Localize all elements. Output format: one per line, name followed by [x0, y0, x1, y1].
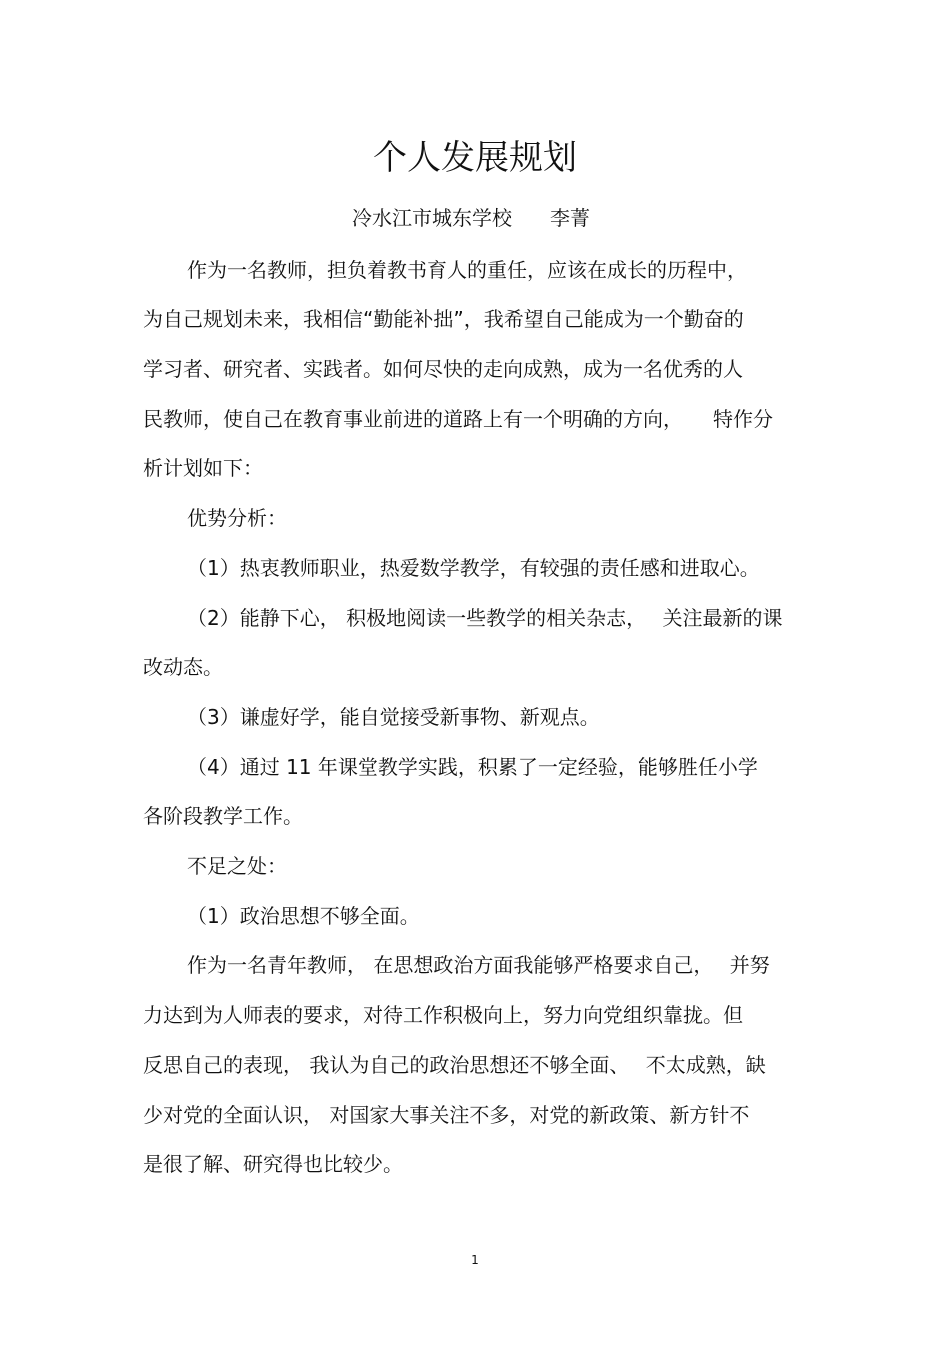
- body-line: 为自己规划未来，我相信“勤能补拙”，我希望自己能成为一个勤奋的: [143, 307, 744, 331]
- list-item: （3）谦虚好学，能自觉接受新事物、新观点。: [187, 705, 600, 729]
- document-title: 个人发展规划: [373, 138, 577, 178]
- section-heading: 不足之处：: [187, 854, 287, 878]
- body-line: 学习者、研究者、实践者。如何尽快的走向成熟，成为一名优秀的人: [143, 357, 743, 381]
- page-number: 1: [471, 1253, 479, 1267]
- body-line: 力达到为人师表的要求，对待工作积极向上，努力向党组织靠拢。但: [143, 1003, 743, 1027]
- list-item: （2）能静下心， 积极地阅读一些教学的相关杂志， 关注最新的课: [187, 606, 783, 630]
- body-line: 析计划如下：: [143, 456, 263, 480]
- body-line: 是很了解、研究得也比较少。: [143, 1152, 403, 1176]
- author-name: 李菁: [550, 206, 590, 230]
- byline: [352, 204, 590, 232]
- list-item: （4）通过 11 年课堂教学实践，积累了一定经验，能够胜任小学: [187, 755, 758, 779]
- body-line: 少对党的全面认识， 对国家大事关注不多，对党的新政策、新方针不: [143, 1103, 750, 1127]
- body-line: 民教师，使自己在教育事业前进的道路上有一个明确的方向， 特作分: [143, 407, 773, 431]
- body-line: 反思自己的表现， 我认为自己的政治思想还不够全面、 不太成熟，缺: [143, 1053, 766, 1077]
- body-line: 各阶段教学工作。: [143, 804, 303, 828]
- section-heading: 优势分析：: [187, 506, 287, 530]
- school-name: 冷水江市城东学校: [352, 206, 512, 230]
- list-item: （1）政治思想不够全面。: [187, 904, 420, 928]
- body-line: 作为一名青年教师， 在思想政治方面我能够严格要求自己， 并努: [187, 953, 770, 977]
- body-line: 改动态。: [143, 655, 223, 679]
- list-item: （1）热衷教师职业，热爱数学教学，有较强的责任感和进取心。: [187, 556, 760, 580]
- body-line: 作为一名教师，担负着教书育人的重任，应该在成长的历程中，: [187, 258, 747, 282]
